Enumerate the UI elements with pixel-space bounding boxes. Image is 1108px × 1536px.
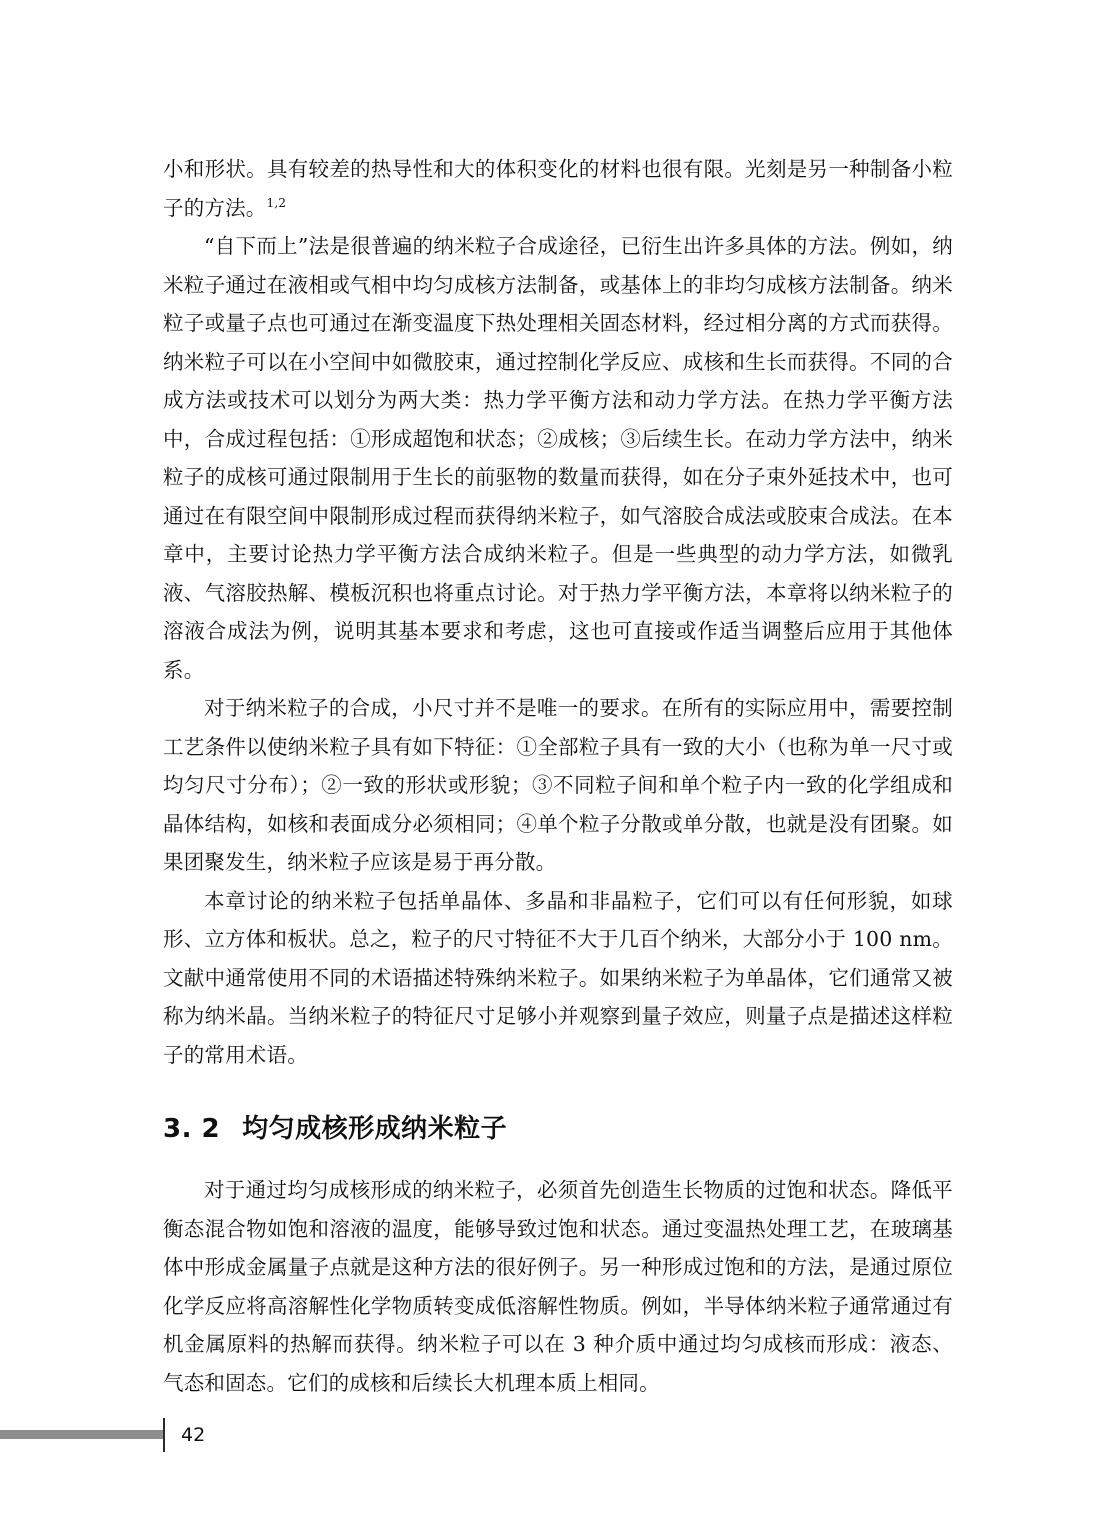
footer-rule [0,1430,163,1439]
paragraph-2: “自下而上”法是很普遍的纳米粒子合成途径，已衍生出许多具体的方法。例如，纳米粒子通过在液相或气相中均匀成核方法制备，或基体上的非均匀成核方法制备。纳米粒子或量子点也可通过在渐变温度下热处理相关固态材料，经过相分离的方式而获得。纳米粒子可以在小空间中如微胶束，通过控制化学反应、成核和生长而获得。不同的合成方法或技术可以划分为两大类：热力学平衡方法和动力学方法。在热力学平衡方法中，合成过程包括：①形成超饱和状态；②成核；③后续生长。在动力学方法中，纳米粒子的成核可通过限制用于生长的前驱物的数量而获得，如在分子束外延技术中，也可通过在有限空间中限制形成过程而获得纳米粒子，如气溶胶合成法或胶束合成法。在本章中，主要讨论热力学平衡方法合成纳米粒子。但是一些典型的动力学方法，如微乳液、气溶胶热解、模板沉积也将重点讨论。对于热力学平衡方法，本章将以纳米粒子的溶液合成法为例，说明其基本要求和考虑，这也可直接或作适当调整后应用于其他体系。 [163,234,953,682]
section-title: 均匀成核形成纳米粒子 [242,1114,508,1144]
page-footer [0,1418,1108,1458]
paragraph-5: 对于通过均匀成核形成的纳米粒子，必须首先创造生长物质的过饱和状态。降低平衡态混合物如饱和溶液的温度，能够导致过饱和状态。通过变温热处理工艺，在玻璃基体中形成金属量子点就是这种方法的很好例子。另一种形成过饱和的方法，是通过原位化学反应将高溶解性化学物质转变成低溶解性物质。例如，半导体纳米粒子通常通过有机金属原料的热解而获得。纳米粒子可以在 3 种介质中通过均匀成核而形成：液态、气态和固态。它们的成核和后续长大机理本质上相同。 [163,1178,953,1395]
paragraph-1-text: 小和形状。具有较差的热导性和大的体积变化的材料也很有限。光刻是另一种制备小粒子的方法。 [163,157,953,220]
page-content [163,150,953,1402]
section-heading [163,1108,953,1145]
section-number: 3. 2 [163,1114,221,1144]
paragraph-3: 对于纳米粒子的合成，小尺寸并不是唯一的要求。在所有的实际应用中，需要控制工艺条件以使纳米粒子具有如下特征：①全部粒子具有一致的大小（也称为单一尺寸或均匀尺寸分布）；②一致的形状或形貌；③不同粒子间和单个粒子内一致的化学组成和晶体结构，如核和表面成分必须相同；④单个粒子分散或单分散，也就是没有团聚。如果团聚发生，纳米粒子应该是易于再分散。 [163,696,953,874]
paragraph-1 [163,150,953,227]
page-number: 42 [181,1424,206,1446]
footer-separator [163,1418,165,1452]
paragraph-4: 本章讨论的纳米粒子包括单晶体、多晶和非晶粒子，它们可以有任何形貌，如球形、立方体和板状。总之，粒子的尺寸特征不大于几百个纳米，大部分小于 100 nm。文献中通常使用不同的术语描述特殊纳米粒子。如果纳米粒子为单晶体，它们通常又被称为纳米晶。当纳米粒子的特征尺寸足够小并观察到量子效应，则量子点是描述这样粒子的常用术语。 [163,888,954,1067]
footnote-reference: 1,2 [266,195,287,210]
